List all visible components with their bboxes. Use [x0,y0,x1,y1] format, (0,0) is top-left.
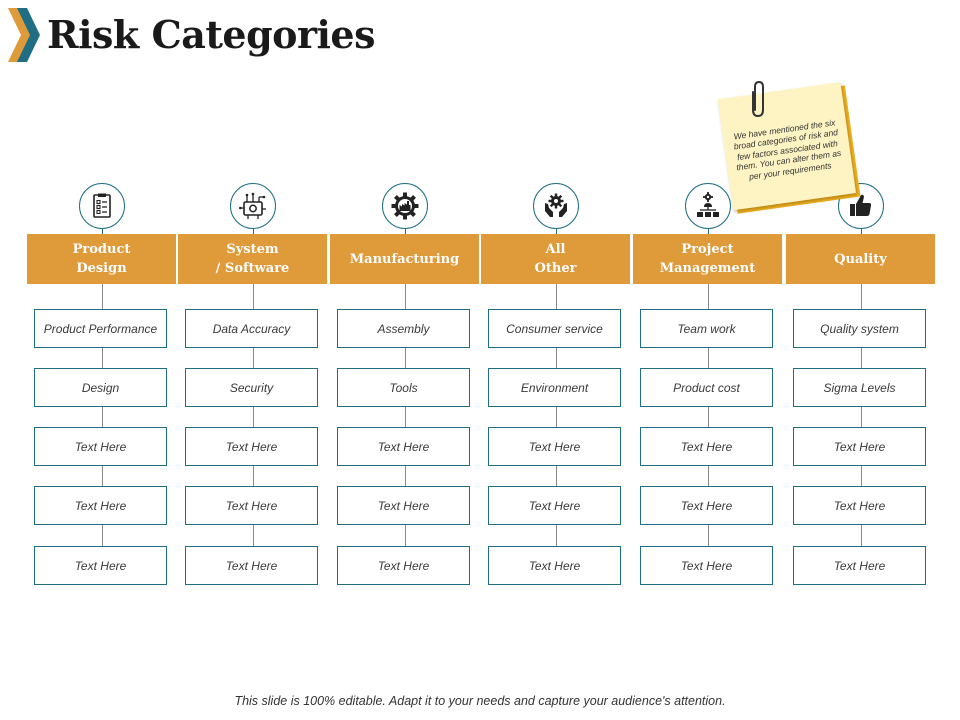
category-header [178,234,327,284]
category-header [330,234,479,284]
risk-factor-box [337,309,470,348]
sticky-note-text: We have mentioned the six broad categories of risk and few factors associated with them. You can alter them as per your requirements [733,117,842,182]
category-label: All Other [534,242,577,276]
category-column-system-software [178,0,327,720]
category-header [786,234,935,284]
category-label: Product Design [72,242,131,276]
risk-factor-box [640,309,773,348]
risk-factor-label: Text Here [377,439,430,454]
risk-factor-box [185,546,318,585]
risk-factor-label: Text Here [74,439,127,454]
risk-factor-label: Text Here [74,558,127,573]
risk-factor-label: Text Here [680,439,733,454]
risk-factor-box [793,486,926,525]
category-label: Manufacturing [349,251,460,267]
risk-factor-box [337,546,470,585]
risk-factor-box [640,486,773,525]
risk-factor-label: Text Here [225,558,278,573]
risk-factor-box [488,427,621,466]
hands-gear-icon [533,183,579,229]
category-header [27,234,176,284]
risk-factor-box [793,546,926,585]
risk-factor-box [34,368,167,407]
risk-factor-label: Security [229,380,274,395]
factory-gear-icon [382,183,428,229]
category-header [633,234,782,284]
category-column-all-other [481,0,630,720]
risk-factor-label: Sigma Levels [823,380,896,395]
category-header [481,234,630,284]
risk-factor-label: Text Here [833,498,886,513]
risk-factor-box [185,486,318,525]
circuit-icon [230,183,276,229]
risk-factor-label: Text Here [833,558,886,573]
category-label: System / Software [215,242,290,276]
risk-factor-box [488,309,621,348]
risk-factor-box [640,546,773,585]
checklist-icon [79,183,125,229]
category-column-manufacturing [330,0,479,720]
risk-factor-label: Text Here [833,439,886,454]
risk-factor-box [488,546,621,585]
risk-factor-label: Data Accuracy [212,321,291,336]
paperclip-icon [747,80,769,120]
org-chart-icon [685,183,731,229]
category-label: Project Management [659,242,756,276]
risk-factor-label: Text Here [528,439,581,454]
risk-factor-box [337,368,470,407]
risk-factor-label: Text Here [74,498,127,513]
risk-factor-label: Text Here [377,558,430,573]
risk-factor-box [793,309,926,348]
risk-factor-label: Consumer service [506,321,603,336]
risk-factor-box [640,427,773,466]
category-label: Quality [834,251,887,267]
risk-factor-box [640,368,773,407]
risk-factor-box [34,486,167,525]
risk-factor-label: Quality system [820,321,899,336]
risk-factor-box [185,427,318,466]
footer-caption: This slide is 100% editable. Adapt it to your needs and capture your audience's attention. [234,694,726,708]
risk-factor-box [34,309,167,348]
risk-factor-label: Product Performance [43,321,158,336]
risk-factor-box [34,427,167,466]
risk-factor-label: Product cost [673,380,740,395]
risk-factor-box [488,486,621,525]
risk-factor-box [34,546,167,585]
risk-factor-label: Team work [677,321,736,336]
risk-factor-box [793,368,926,407]
risk-factor-label: Text Here [377,498,430,513]
risk-factor-label: Assembly [377,321,430,336]
risk-factor-box [185,368,318,407]
risk-factor-box [793,427,926,466]
risk-factor-label: Text Here [528,498,581,513]
risk-factor-label: Text Here [225,439,278,454]
risk-factor-box [185,309,318,348]
risk-factor-label: Text Here [528,558,581,573]
risk-factor-label: Text Here [225,498,278,513]
risk-factor-label: Tools [389,380,418,395]
risk-factor-label: Environment [520,380,589,395]
risk-factor-label: Text Here [680,558,733,573]
category-column-product-design [27,0,176,720]
risk-factor-label: Design [81,380,120,395]
page-title: Risk Categories [47,12,376,57]
sticky-note [718,82,860,214]
risk-factor-box [488,368,621,407]
risk-factor-label: Text Here [680,498,733,513]
risk-factor-box [337,427,470,466]
risk-factor-box [337,486,470,525]
